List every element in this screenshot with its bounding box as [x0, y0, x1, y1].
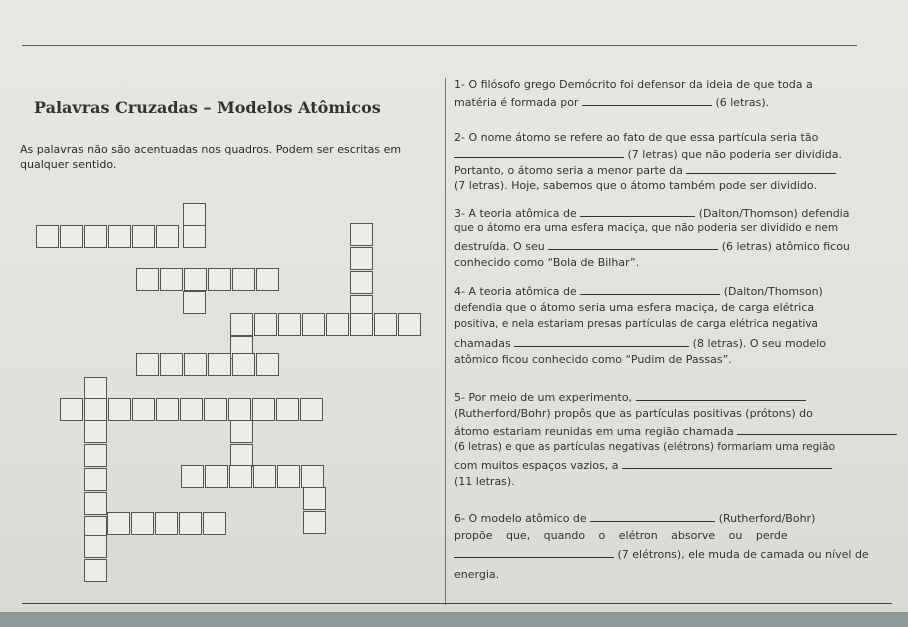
- crossword-cell[interactable]: [276, 398, 299, 421]
- question-5-line-6: [454, 475, 515, 488]
- answer-blank[interactable]: [686, 163, 836, 174]
- crossword-cell[interactable]: [253, 465, 276, 488]
- crossword-cell[interactable]: [84, 377, 107, 400]
- crossword-cell[interactable]: [36, 225, 59, 248]
- crossword-cell[interactable]: [107, 512, 130, 535]
- crossword-cell[interactable]: [205, 465, 228, 488]
- answer-blank[interactable]: [622, 458, 832, 469]
- question-6-line-4: [454, 568, 499, 581]
- question-text: atômico ficou conhecido como “Pudim de Passas”.: [454, 353, 732, 366]
- crossword-cell[interactable]: [303, 511, 326, 534]
- crossword-cell[interactable]: [84, 535, 107, 558]
- question-text: átomo estariam reunidas em uma região chamada: [454, 425, 734, 438]
- bottom-rule: [22, 603, 892, 604]
- question-text: 1- O filósofo grego Demócrito foi defensor da ideia de que toda a: [454, 78, 813, 91]
- crossword-cell[interactable]: [208, 353, 231, 376]
- question-text: (Dalton/Thomson): [723, 285, 823, 298]
- crossword-cell[interactable]: [254, 313, 277, 336]
- crossword-cell[interactable]: [136, 353, 159, 376]
- crossword-cell[interactable]: [230, 420, 253, 443]
- question-2-line-2: [454, 147, 842, 161]
- crossword-cell[interactable]: [232, 353, 255, 376]
- question-5-line-4: [454, 441, 835, 453]
- crossword-cell[interactable]: [208, 268, 231, 291]
- crossword-cell[interactable]: [256, 353, 279, 376]
- crossword-cell[interactable]: [156, 398, 179, 421]
- question-text: (11 letras).: [454, 475, 515, 488]
- question-4-line-3: [454, 318, 818, 330]
- question-text: (Dalton/Thomson) defendia: [698, 207, 850, 220]
- crossword-cell[interactable]: [232, 268, 255, 291]
- instructions-line-2: qualquer sentido.: [20, 158, 117, 171]
- crossword-cell[interactable]: [84, 468, 107, 491]
- question-5-line-5: [454, 458, 832, 472]
- column-divider: [445, 78, 446, 605]
- question-text: com muitos espaços vazios, a: [454, 459, 619, 472]
- question-text: conhecido como “Bola de Bilhar”.: [454, 256, 640, 269]
- question-3-line-4: [454, 256, 639, 269]
- crossword-cell[interactable]: [300, 398, 323, 421]
- question-text: 3- A teoria atômica de: [454, 207, 577, 220]
- question-text: 5- Por meio de um experimento,: [454, 391, 633, 404]
- crossword-cell[interactable]: [180, 398, 203, 421]
- question-5-line-3: [454, 424, 897, 438]
- crossword-cell[interactable]: [136, 268, 159, 291]
- page-title: Palavras Cruzadas – Modelos Atômicos: [34, 98, 381, 117]
- question-text: propõe que, quando o elétron absorve ou perde: [454, 529, 788, 542]
- crossword-cell[interactable]: [326, 313, 349, 336]
- answer-blank[interactable]: [454, 147, 624, 158]
- crossword-cell[interactable]: [350, 271, 373, 294]
- question-text: 4- A teoria atômica de: [454, 285, 577, 298]
- crossword-cell[interactable]: [303, 487, 326, 510]
- answer-blank[interactable]: [580, 284, 720, 295]
- crossword-cell[interactable]: [184, 353, 207, 376]
- question-3-line-1: [454, 206, 849, 220]
- crossword-cell[interactable]: [230, 444, 253, 467]
- crossword-cell[interactable]: [230, 313, 253, 336]
- crossword-cell[interactable]: [277, 465, 300, 488]
- question-text: 2- O nome átomo se refere ao fato de que essa partícula seria tão: [454, 131, 819, 144]
- table-edge: [0, 612, 908, 627]
- crossword-cell[interactable]: [155, 512, 178, 535]
- crossword-cell[interactable]: [108, 398, 131, 421]
- question-text: (8 letras). O seu modelo: [692, 337, 826, 350]
- question-3-line-2: [454, 222, 838, 234]
- crossword-cell[interactable]: [160, 268, 183, 291]
- letter-count: (6 letras).: [715, 96, 770, 109]
- question-5-line-1: [454, 390, 806, 404]
- question-2-line-3: [454, 163, 836, 177]
- crossword-cell[interactable]: [350, 223, 373, 246]
- crossword-cell[interactable]: [84, 420, 107, 443]
- question-text: positiva, e nela estariam presas partículas de carga elétrica negativa: [454, 318, 818, 330]
- crossword-cell[interactable]: [183, 203, 206, 226]
- crossword-cell[interactable]: [60, 225, 83, 248]
- crossword-cell[interactable]: [160, 353, 183, 376]
- crossword-cell[interactable]: [108, 225, 131, 248]
- question-text: energia.: [454, 568, 500, 581]
- question-4-line-2: [454, 301, 814, 314]
- question-text: (Rutherford/Bohr): [718, 512, 816, 525]
- crossword-cell[interactable]: [374, 313, 397, 336]
- crossword-cell[interactable]: [84, 444, 107, 467]
- crossword-cell[interactable]: [84, 492, 107, 515]
- question-4-line-4: [454, 336, 826, 350]
- question-text: Portanto, o átomo seria a menor parte da: [454, 164, 683, 177]
- question-text: chamadas: [454, 337, 511, 350]
- answer-blank[interactable]: [582, 95, 712, 106]
- crossword-cell[interactable]: [204, 398, 227, 421]
- question-text: que o átomo era uma esfera maciça, que não poderia ser dividido e nem: [454, 222, 839, 234]
- answer-blank[interactable]: [737, 424, 897, 435]
- question-text: (7 letras) que não poderia ser dividida.: [627, 148, 843, 161]
- question-text: destruída. O seu: [454, 240, 545, 253]
- instructions-line-1: As palavras não são acentuadas nos quadros. Podem ser escritas em: [20, 143, 402, 156]
- question-text: (6 letras) atômico ficou: [721, 240, 850, 253]
- crossword-cell[interactable]: [60, 398, 83, 421]
- crossword-cell[interactable]: [301, 465, 324, 488]
- answer-blank[interactable]: [590, 511, 715, 522]
- answer-blank[interactable]: [548, 239, 718, 250]
- question-text: matéria é formada por: [454, 96, 579, 109]
- crossword-cell[interactable]: [131, 512, 154, 535]
- question-5-line-2: [454, 407, 813, 420]
- question-2-line-1: [454, 131, 818, 144]
- question-text: defendia que o átomo seria uma esfera maciça, de carga elétrica: [454, 301, 815, 314]
- crossword-cell[interactable]: [183, 291, 206, 314]
- crossword-cell[interactable]: [256, 268, 279, 291]
- question-4-line-5: [454, 353, 732, 366]
- crossword-cell[interactable]: [203, 512, 226, 535]
- question-4-line-1: [454, 284, 823, 298]
- question-2-line-4: [454, 179, 817, 192]
- crossword-cell[interactable]: [84, 225, 107, 248]
- question-6-line-2: [454, 529, 788, 542]
- crossword-cell[interactable]: [350, 247, 373, 270]
- crossword-cell[interactable]: [252, 398, 275, 421]
- question-text: (7 elétrons), ele muda de camada ou nível de: [617, 548, 869, 561]
- answer-blank[interactable]: [580, 206, 695, 217]
- crossword-cell[interactable]: [302, 313, 325, 336]
- crossword-cell[interactable]: [350, 313, 373, 336]
- crossword-cell[interactable]: [229, 465, 252, 488]
- question-6-line-1: [454, 511, 815, 525]
- question-6-line-3: [454, 547, 869, 561]
- answer-blank[interactable]: [514, 336, 689, 347]
- crossword-cell[interactable]: [84, 559, 107, 582]
- crossword-cell[interactable]: [156, 225, 179, 248]
- answer-blank[interactable]: [636, 390, 806, 401]
- question-3-line-3: [454, 239, 850, 253]
- answer-blank[interactable]: [454, 547, 614, 558]
- crossword-cell[interactable]: [179, 512, 202, 535]
- question-1-line-2: [454, 95, 769, 109]
- question-text: (7 letras). Hoje, sabemos que o átomo também pode ser dividido.: [454, 179, 817, 192]
- crossword-cell[interactable]: [132, 225, 155, 248]
- crossword-cell[interactable]: [84, 398, 107, 421]
- crossword-cell[interactable]: [398, 313, 421, 336]
- crossword-cell[interactable]: [228, 398, 251, 421]
- crossword-cell[interactable]: [184, 268, 207, 291]
- question-text: 6- O modelo atômico de: [454, 512, 587, 525]
- crossword-cell[interactable]: [132, 398, 155, 421]
- question-text: (6 letras) e que as partículas negativas (elétrons) formariam uma região: [454, 441, 836, 453]
- crossword-cell[interactable]: [183, 225, 206, 248]
- question-1-line-1: [454, 78, 813, 91]
- crossword-cell[interactable]: [181, 465, 204, 488]
- crossword-cell[interactable]: [278, 313, 301, 336]
- question-text: (Rutherford/Bohr) propôs que as partículas positivas (prótons) do: [454, 407, 813, 420]
- crossword-grid: [0, 0, 445, 627]
